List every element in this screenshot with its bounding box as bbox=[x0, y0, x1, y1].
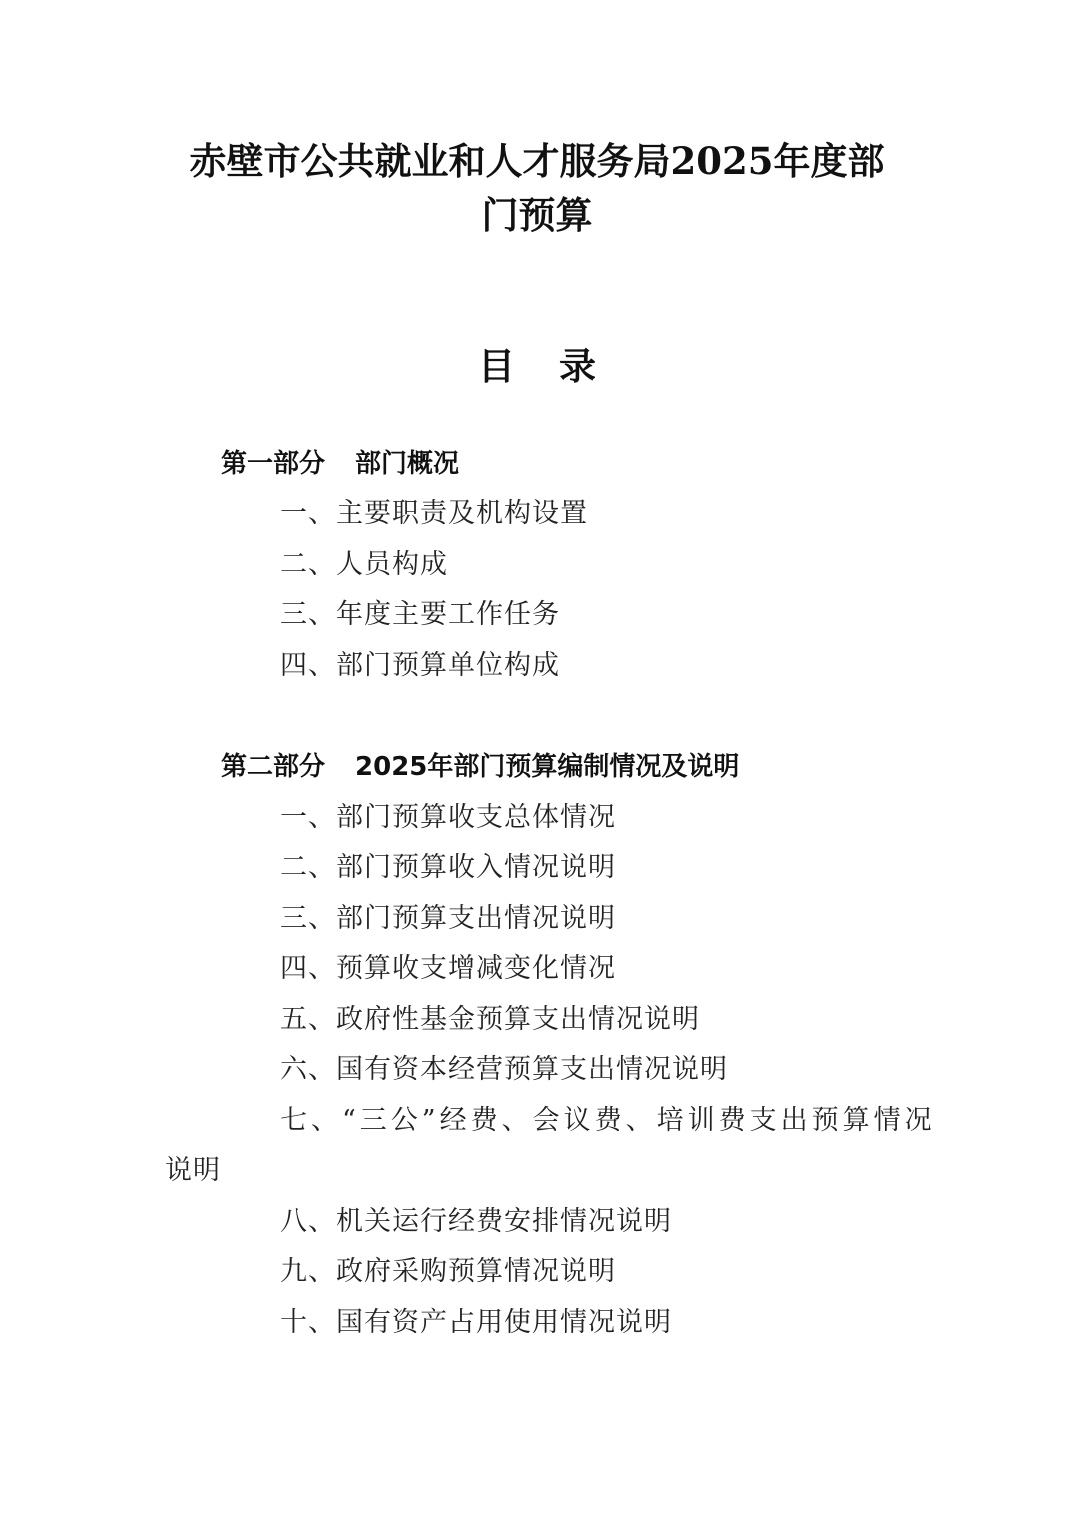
toc-item[interactable]: 一、部门预算收支总体情况 bbox=[280, 802, 616, 833]
toc-item[interactable]: 四、部门预算单位构成 bbox=[280, 650, 560, 681]
toc-item[interactable]: 十、国有资产占用使用情况说明 bbox=[280, 1307, 672, 1338]
part-1-label: 第一部分 bbox=[221, 449, 326, 479]
toc-item[interactable]: 一、主要职责及机构设置 bbox=[280, 498, 588, 529]
toc-item[interactable]: 三、部门预算支出情况说明 bbox=[280, 903, 616, 934]
part-1-heading[interactable] bbox=[221, 447, 459, 481]
toc-item-continuation[interactable]: 说明 bbox=[165, 1155, 221, 1186]
toc-item[interactable]: 六、国有资本经营预算支出情况说明 bbox=[280, 1054, 728, 1085]
toc-item[interactable]: 七、“三公”经费、会议费、培训费支出预算情况 bbox=[280, 1105, 936, 1136]
part-1-name: 部门概况 bbox=[355, 449, 460, 479]
toc-item[interactable]: 三、年度主要工作任务 bbox=[280, 599, 560, 630]
part-2-name: 2025年部门预算编制情况及说明 bbox=[355, 752, 740, 782]
toc-heading: 目录 bbox=[478, 344, 640, 388]
toc-item[interactable]: 五、政府性基金预算支出情况说明 bbox=[280, 1004, 700, 1035]
toc-item[interactable]: 四、预算收支增减变化情况 bbox=[280, 953, 616, 984]
toc-item[interactable]: 二、人员构成 bbox=[280, 549, 448, 580]
toc-item[interactable]: 九、政府采购预算情况说明 bbox=[280, 1256, 616, 1287]
document-title-line-2: 门预算 bbox=[481, 193, 593, 237]
part-2-heading[interactable] bbox=[221, 750, 739, 784]
part-2-label: 第二部分 bbox=[221, 752, 326, 782]
toc-item[interactable]: 二、部门预算收入情况说明 bbox=[280, 852, 616, 883]
document-title bbox=[0, 134, 1074, 242]
document-title-line-1: 赤壁市公共就业和人才服务局2025年度部 bbox=[189, 139, 885, 183]
toc-item[interactable]: 八、机关运行经费安排情况说明 bbox=[280, 1206, 672, 1237]
